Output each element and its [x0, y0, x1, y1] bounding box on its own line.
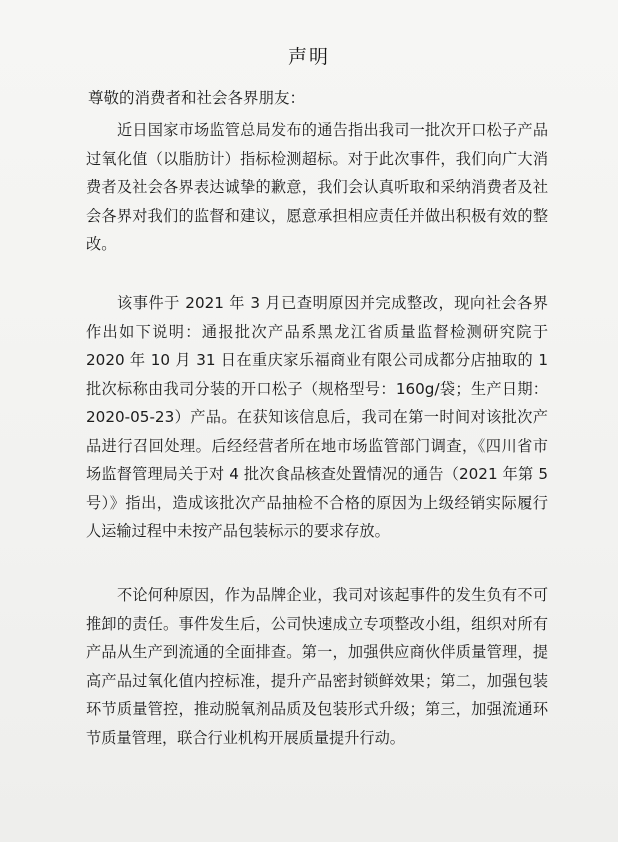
paragraph-apology: 近日国家市场监管总局发布的通告指出我司一批次开口松子产品过氧化值（以脂肪计）指标检测超标。对于此次事件，我们向广大消费者及社会各界表达诚挚的歉意，我们会认真听取和采纳消费者及社会各界对我们的监督和建议，愿意承担相应责任并做出积极有效的整改。: [86, 121, 548, 253]
document-title: 声明: [287, 46, 330, 68]
paragraph-explanation: 该事件于 2021 年 3 月已查明原因并完成整改，现向社会各界作出如下说明：通报批次产品系黑龙江省质量监督检测研究院于 2020 年 10 月 31 日在重庆家乐福商业有限公司成都分店抽取的 1 批次标称由我司分装的开口松子（规格型号：160g/袋；生产日期：2020-05-23）产品。在获知该信息后，我司在第一时间对该批次产品进行召回处理。后经经营者所在地市场监管部门调查，《四川省市场监督管理局关于对 4 批次食品核查处置情况的通告（2021 年第 5 号）》指出，造成该批次产品抽检不合格的原因为上级经销实际履行人运输过程中未按产品包装标示的要求存放。: [86, 294, 548, 540]
salutation: 尊敬的消费者和社会各界朋友：: [88, 89, 306, 107]
paragraph-rectification: 不论何种原因，作为品牌企业，我司对该起事件的发生负有不可推卸的责任。事件发生后，公司快速成立专项整改小组，组织对所有产品从生产到流通的全面排查。第一，加强供应商伙伴质量管理，提高产品过氧化值内控标准，提升产品密封锁鲜效果；第二，加强包装环节质量管控，推动脱氧剂品质及包装形式升级；第三，加强流通环节质量管理，联合行业机构开展质量提升行动。: [86, 586, 548, 747]
